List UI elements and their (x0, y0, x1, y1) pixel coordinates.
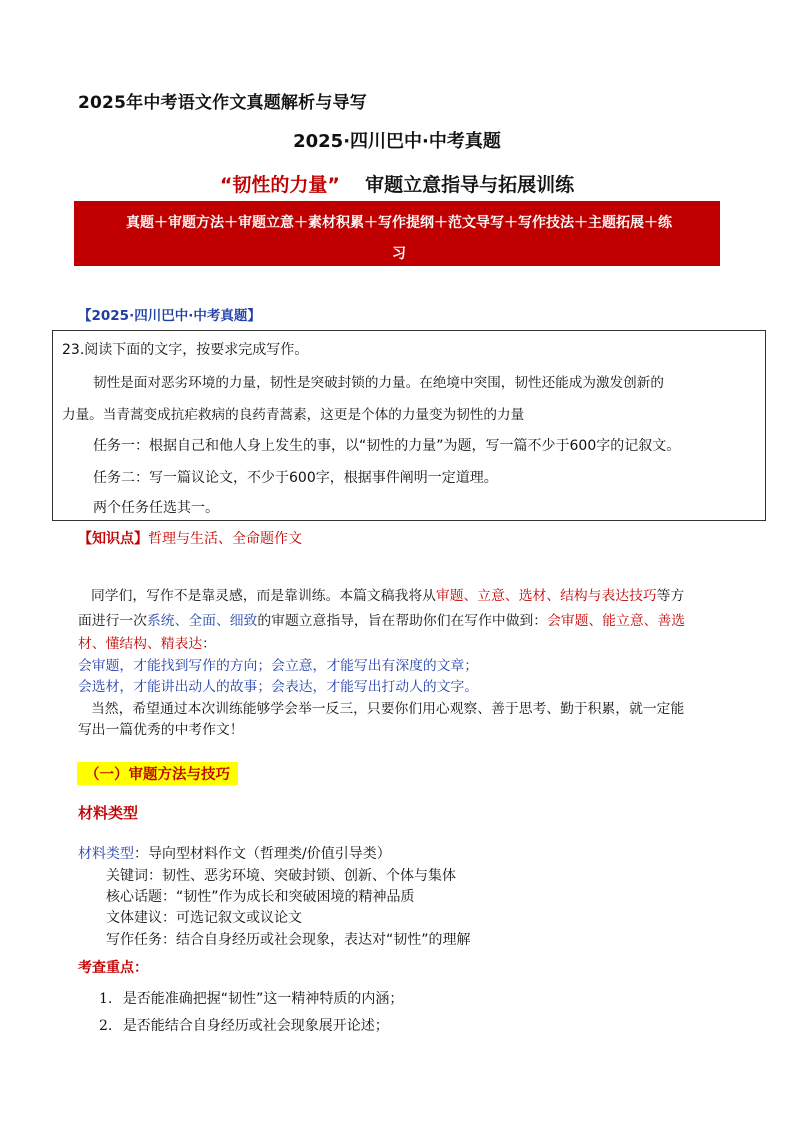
material-type-line (78, 843, 391, 863)
topic-rest: 审题立意指导与拓展训练 (365, 174, 575, 196)
focus-item-text: 是否能结合自身经历或社会现象展开论述； (122, 1018, 389, 1034)
focus-item-text: 是否能准确把握“韧性”这一精神特质的内涵； (122, 991, 404, 1007)
intro-line-3 (78, 632, 216, 652)
intro-line-7: 写出一篇优秀的中考作文！ (78, 722, 244, 738)
intro-highlight: 会审题、能立意、善选 (547, 613, 686, 629)
intro-line-5: 会选材，才能讲出动人的故事；会表达，才能写出打动人的文字。 (78, 679, 479, 695)
material-type-heading: 材料类型 (78, 804, 139, 822)
exam-question-box (52, 330, 766, 521)
genre-line: 文体建议：可选记叙文或议论文 (106, 910, 302, 926)
banner-line-2: 习 (392, 246, 406, 262)
writing-task-line: 写作任务：结合自身经历或社会现象，表达对“韧性”的理解 (106, 932, 471, 948)
knowledge-label: 【知识点】 (78, 531, 148, 547)
intro-text: 的审题立意指导，旨在帮助你们在写作中做到： (257, 613, 548, 629)
focus-item-number: 1. (99, 991, 113, 1007)
intro-line-1 (91, 584, 684, 604)
intro-text: 等方 (656, 588, 685, 604)
content-banner (74, 201, 720, 266)
method-section-title: （一）审题方法与技巧 (77, 762, 238, 785)
intro-highlight: 审题、立意、选材、结构与表达技巧 (435, 588, 657, 604)
focus-item (99, 988, 403, 1008)
intro-text: 面进行一次 (78, 613, 147, 629)
knowledge-point (78, 528, 302, 548)
focus-item-number: 2. (99, 1018, 113, 1034)
intro-text: 同学们，写作不是靠灵感，而是靠训练。本篇文稿我将从 (91, 588, 436, 604)
banner-line-1: 真题＋审题方法＋审题立意＋素材积累＋写作提纲＋范文导写＋写作技法＋主题拓展＋练 (126, 215, 672, 231)
question-heading: 23.阅读下面的文字，按要求完成写作。 (62, 342, 309, 358)
intro-highlight: 系统、全面、细致 (146, 613, 258, 629)
passage-line-1: 韧性是面对恶劣环境的力量，韧性是突破封锁的力量。在绝境中突围，韧性还能成为激发创新的 (93, 375, 664, 391)
topic-heading (0, 170, 794, 197)
focus-item (99, 1015, 389, 1035)
task-one: 任务一：根据自己和他人身上发生的事，以“韧性的力量”为题，写一篇不少于600字的记叙文。 (93, 438, 681, 454)
focus-heading: 考查重点： (78, 960, 148, 976)
material-type-value: ：导向型材料作文（哲理类/价值引导类） (134, 846, 391, 862)
passage-line-2: 力量。当青蒿变成抗疟救病的良药青蒿素，这更是个体的力量变为韧性的力量 (62, 407, 525, 423)
material-type-label: 材料类型 (78, 846, 134, 862)
intro-highlight: 材、懂结构、精表达 (78, 636, 203, 652)
intro-text: ： (202, 636, 216, 652)
topic-quote: “韧性的力量” (219, 174, 340, 196)
intro-line-6: 当然，希望通过本次训练能够学会举一反三，只要你们用心观察、善于思考、勤于积累，就一定能 (91, 701, 685, 717)
exam-section-title: 【2025·四川巴中·中考真题】 (78, 308, 261, 324)
intro-line-4: 会审题，才能找到写作的方向；会立意，才能写出有深度的文章； (78, 658, 479, 674)
task-two: 任务二：写一篇议论文，不少于600字，根据事件阐明一定道理。 (93, 470, 498, 486)
knowledge-text: 哲理与生活、全命题作文 (148, 531, 302, 547)
keywords-line: 关键词：韧性、恶劣环境、突破封锁、创新、个体与集体 (106, 868, 456, 884)
document-title: 2025年中考语文作文真题解析与导写 (78, 93, 367, 113)
core-topic-line: 核心话题：“韧性”作为成长和突破困境的精神品质 (106, 889, 415, 905)
task-choose: 两个任务任选其一。 (93, 500, 219, 516)
document-subtitle: 2025·四川巴中·中考真题 (293, 131, 501, 152)
intro-line-2 (78, 609, 685, 629)
